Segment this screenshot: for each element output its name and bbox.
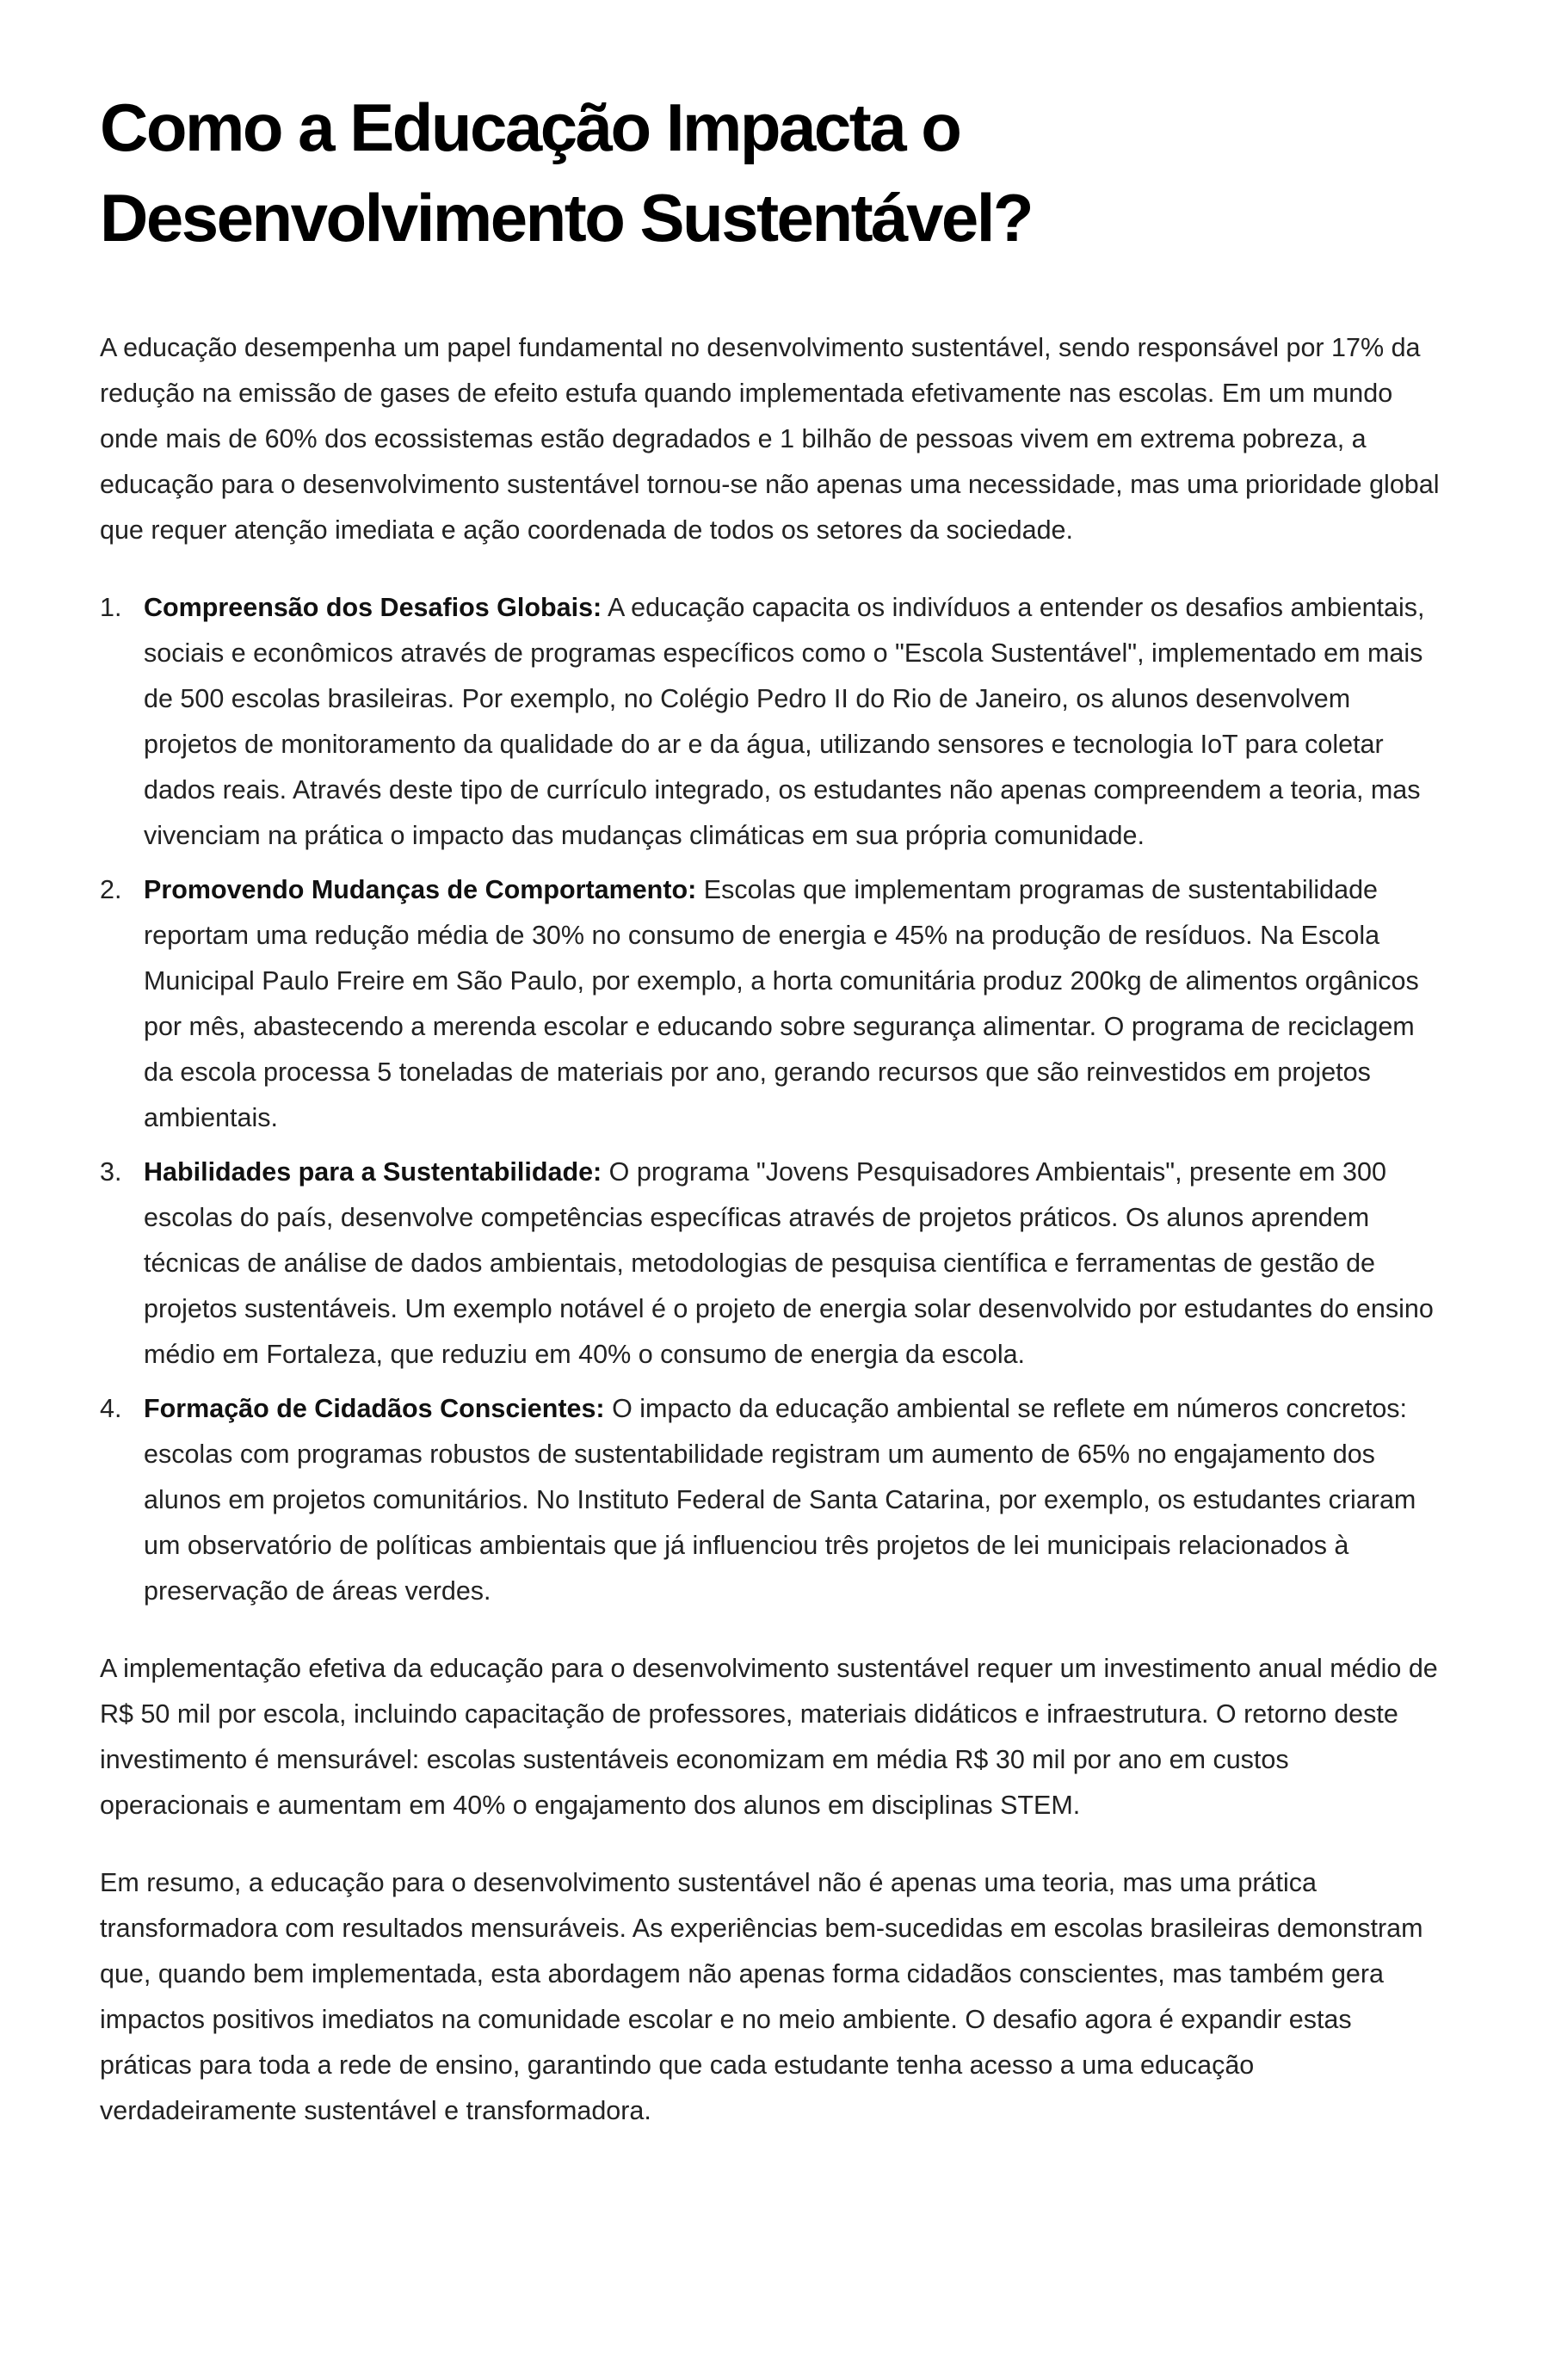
list-item-heading: Formação de Cidadãos Conscientes: <box>144 1394 605 1423</box>
list-number: 2. <box>100 875 122 904</box>
list-item <box>100 1150 1442 1378</box>
list-number: 3. <box>100 1157 122 1187</box>
list-item-text: O programa "Jovens Pesquisadores Ambientais", presente em 300 escolas do país, desenvolve competências específicas através de projetos práticos. Os alunos aprendem técnicas de análise de dados ambientais, metodologias de pesquisa científica e ferramentas de gestão de projetos sustentáveis. Um exemplo notável é o projeto de energia solar desenvolvido por estudantes do ensino médio em Fortaleza, que reduziu em 40% o consumo de energia da escola. <box>144 1157 1434 1369</box>
list-item-heading: Promovendo Mudanças de Comportamento: <box>144 875 697 904</box>
investment-paragraph: A implementação efetiva da educação para o desenvolvimento sustentável requer um investimento anual médio de R$ 50 mil por escola, incluindo capacitação de professores, materiais didáticos e infraestrutura. O retorno deste investimento é mensurável: escolas sustentáveis economizam em média R$ 30 mil por ano em custos operacionais e aumentam em 40% o engajamento dos alunos em disciplinas STEM. <box>100 1654 1438 1820</box>
list-item <box>100 585 1442 859</box>
list-item <box>100 1386 1442 1614</box>
list-item-text: O impacto da educação ambiental se reflete em números concretos: escolas com programas robustos de sustentabilidade registram um aumento de 65% no engajamento dos alunos em projetos comunitários. No Instituto Federal de Santa Catarina, por exemplo, os estudantes criaram um observatório de políticas ambientais que já influenciou três projetos de lei municipais relacionados à preservação de áreas verdes. <box>144 1394 1416 1606</box>
list-item-heading: Compreensão dos Desafios Globais: <box>144 593 602 622</box>
list-item-heading: Habilidades para a Sustentabilidade: <box>144 1157 602 1187</box>
article <box>100 83 1442 2166</box>
list-item-text: A educação capacita os indivíduos a entender os desafios ambientais, sociais e econômicos através de programas específicos como o "Escola Sustentável", implementado em mais de 500 escolas brasileiras. Por exemplo, no Colégio Pedro II do Rio de Janeiro, os alunos desenvolvem projetos de monitoramento da qualidade do ar e da água, utilizando sensores e tecnologia IoT para coletar dados reais. Através deste tipo de currículo integrado, os estudantes não apenas compreendem a teoria, mas vivenciam na prática o impacto das mudanças climáticas em sua própria comunidade. <box>144 593 1425 850</box>
list-number: 4. <box>100 1394 122 1423</box>
intro-paragraph: A educação desempenha um papel fundamental no desenvolvimento sustentável, sendo responsável por 17% da redução na emissão de gases de efeito estufa quando implementada efetivamente nas escolas. Em um mundo onde mais de 60% dos ecossistemas estão degradados e 1 bilhão de pessoas vivem em extrema pobreza, a educação para o desenvolvimento sustentável tornou-se não apenas uma necessidade, mas uma prioridade global que requer atenção imediata e ação coordenada de todos os setores da sociedade. <box>100 333 1440 545</box>
summary-paragraph: Em resumo, a educação para o desenvolvimento sustentável não é apenas uma teoria, mas uma prática transformadora com resultados mensuráveis. As experiências bem-sucedidas em escolas brasileiras demonstram que, quando bem implementada, esta abordagem não apenas forma cidadãos conscientes, mas também gera impactos positivos imediatos na comunidade escolar e no meio ambiente. O desafio agora é expandir estas práticas para toda a rede de ensino, garantindo que cada estudante tenha acesso a uma educação verdadeiramente sustentável e transformadora. <box>100 1868 1423 2125</box>
list-item-text: Escolas que implementam programas de sustentabilidade reportam uma redução média de 30% no consumo de energia e 45% na produção de resíduos. Na Escola Municipal Paulo Freire em São Paulo, por exemplo, a horta comunitária produz 200kg de alimentos orgânicos por mês, abastecendo a merenda escolar e educando sobre segurança alimentar. O programa de reciclagem da escola processa 5 toneladas de materiais por ano, gerando recursos que são reinvestidos em projetos ambientais. <box>144 875 1419 1132</box>
page-title: Como a Educação Impacta o Desenvolvimento Sustentável? <box>100 89 1033 256</box>
list-item <box>100 867 1442 1141</box>
list-number: 1. <box>100 593 122 622</box>
numbered-list <box>100 585 1442 1614</box>
